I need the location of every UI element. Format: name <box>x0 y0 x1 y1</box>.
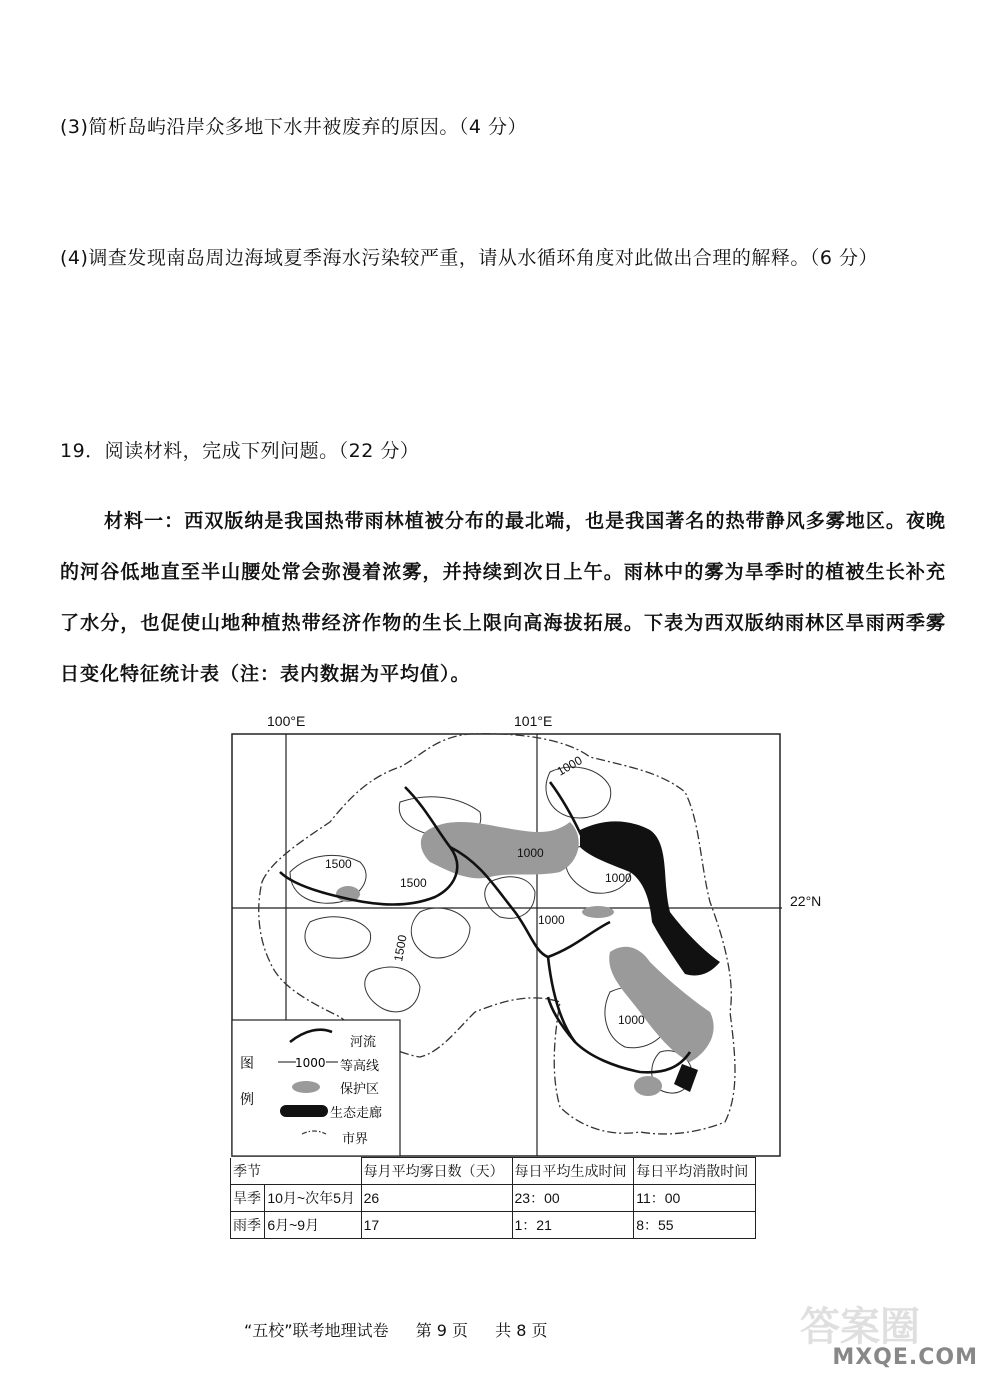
footer-title: “五校”联考地理试卷 <box>244 1321 389 1340</box>
legend-reserve-symbol <box>292 1081 320 1093</box>
contour-label: 1000 <box>605 871 632 885</box>
xishuangbanna-map <box>230 712 782 1158</box>
page-footer <box>244 1318 570 1341</box>
cell-end: 11：00 <box>634 1185 756 1212</box>
fog-statistics-table <box>230 1157 756 1239</box>
legend-title-1: 图 <box>240 1056 254 1072</box>
footer-page: 第 9 页 <box>415 1321 469 1340</box>
header-start-time: 每日平均生成时间 <box>512 1158 634 1185</box>
cell-season: 旱季 <box>231 1185 265 1212</box>
table-row <box>231 1185 756 1212</box>
legend-contour-value: 1000 <box>295 1056 326 1070</box>
header-season: 季节 <box>231 1158 362 1185</box>
question-4: (4)调查发现南岛周边海域夏季海水污染较严重，请从水循环角度对此做出合理的解释。（6 分） <box>60 247 879 269</box>
map-legend <box>232 1020 400 1156</box>
cell-months: 6月~9月 <box>265 1212 361 1239</box>
legend-contour-label: 等高线 <box>340 1059 380 1074</box>
legend-corridor-label: 生态走廊 <box>330 1106 383 1121</box>
legend-river-label: 河流 <box>350 1035 377 1050</box>
material-one-paragraph: 材料一：西双版纳是我国热带雨林植被分布的最北端，也是我国著名的热带静风多雾地区。夜晚的河谷低地直至半山腰处常会弥漫着浓雾，并持续到次日上午。雨林中的雾为旱季时的植被生长补充了水分，也促使山地种植热带经济作物的生长上限向高海拔拓展。下表为西双版纳雨林区旱雨两季雾日变化特征统计表（注：表内数据为平均值）。 <box>60 510 946 685</box>
contour-label: 1000 <box>554 753 585 779</box>
contour-label: 1500 <box>391 933 410 963</box>
latitude-22-label: 22°N <box>790 893 822 909</box>
contour-label: 1500 <box>325 857 352 871</box>
table-header-row <box>231 1158 756 1185</box>
longitude-101-label: 101°E <box>514 713 553 729</box>
header-fog-days: 每月平均雾日数（天） <box>361 1158 512 1185</box>
contour-label: 1000 <box>618 1013 645 1027</box>
longitude-100-label: 100°E <box>267 713 306 729</box>
legend-reserve-label: 保护区 <box>340 1082 380 1097</box>
legend-corridor-symbol <box>280 1105 328 1117</box>
watermark-site: MXQE.COM <box>832 1345 978 1370</box>
contour-label: 1500 <box>400 876 427 890</box>
cell-months: 10月~次年5月 <box>265 1185 361 1212</box>
cell-start: 1：21 <box>512 1212 634 1239</box>
question-19: 19．阅读材料，完成下列问题。（22 分） <box>60 440 420 462</box>
cell-days: 17 <box>361 1212 512 1239</box>
watermark-logo-text: 答案圈 <box>800 1304 920 1350</box>
question-3: (3)简析岛屿沿岸众多地下水井被废弃的原因。（4 分） <box>60 116 528 138</box>
contour-label: 1000 <box>538 913 565 927</box>
cell-season: 雨季 <box>231 1212 265 1239</box>
cell-days: 26 <box>361 1185 512 1212</box>
footer-total: 共 8 页 <box>495 1321 548 1340</box>
header-end-time: 每日平均消散时间 <box>634 1158 756 1185</box>
legend-boundary-label: 市界 <box>342 1132 369 1147</box>
cell-end: 8：55 <box>634 1212 756 1239</box>
contour-label: 1000 <box>517 846 544 860</box>
legend-title-2: 例 <box>240 1092 254 1108</box>
cell-start: 23：00 <box>512 1185 634 1212</box>
table-row <box>231 1212 756 1239</box>
